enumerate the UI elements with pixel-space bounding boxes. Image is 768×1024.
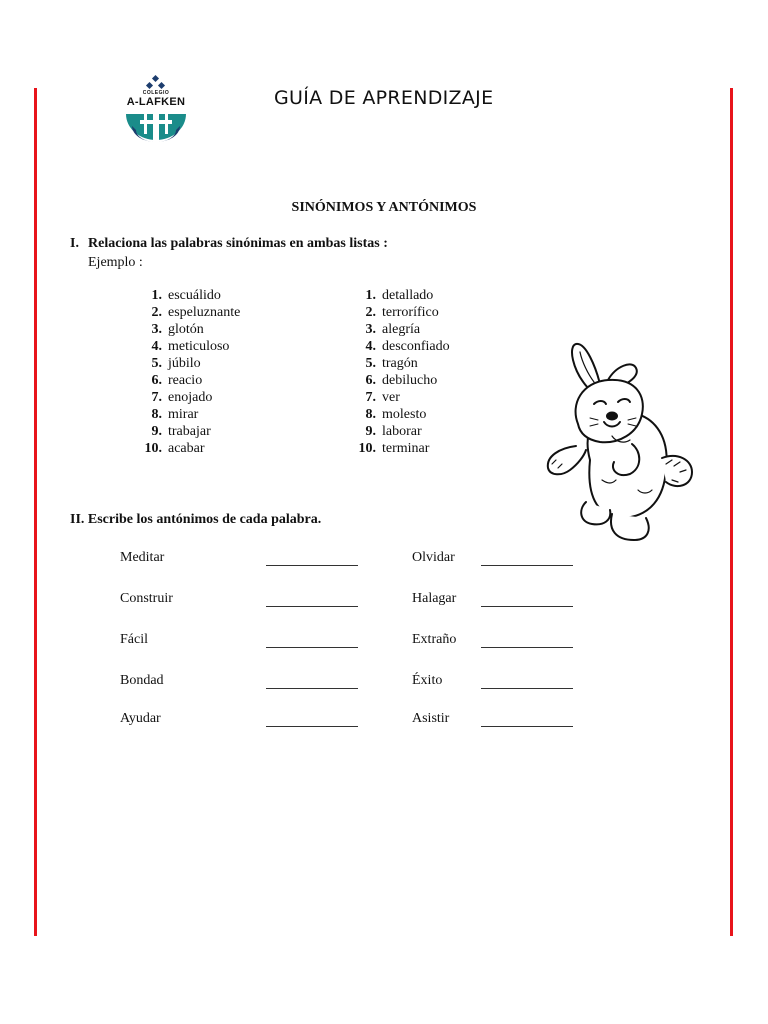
section-2-instruction: II. Escribe los antónimos de cada palabra. <box>70 512 322 527</box>
item-word: júbilo <box>168 356 201 371</box>
list-item <box>138 304 241 321</box>
item-number: 9. <box>151 424 162 439</box>
list-item <box>138 372 203 389</box>
item-number: 4. <box>151 339 162 354</box>
list-item <box>138 338 230 355</box>
item-number: 5. <box>151 356 162 371</box>
item-word: laborar <box>382 424 422 439</box>
item-word: debilucho <box>382 373 438 388</box>
item-word: espeluznante <box>168 305 241 320</box>
list-item <box>352 287 434 304</box>
list-item <box>352 355 418 372</box>
antonym-word-right-1: Olvidar <box>412 550 455 565</box>
answer-blank-left-3[interactable] <box>266 647 358 648</box>
section-1-instruction: Relaciona las palabras sinónimas en ambas listas : <box>88 236 388 251</box>
item-number: 4. <box>365 339 376 354</box>
item-word: mirar <box>168 407 199 422</box>
item-number: 1. <box>151 288 162 303</box>
item-word: molesto <box>382 407 427 422</box>
list-item <box>138 423 211 440</box>
example-label: Ejemplo : <box>88 255 143 270</box>
antonym-word-left-3: Fácil <box>120 632 148 647</box>
list-item <box>352 321 421 338</box>
list-item <box>138 287 221 304</box>
item-word: reacio <box>168 373 203 388</box>
item-word: terrorífico <box>382 305 439 320</box>
item-number: 3. <box>151 322 162 337</box>
item-number: 8. <box>365 407 376 422</box>
list-item <box>138 321 204 338</box>
item-number: 10. <box>358 441 376 456</box>
list-item <box>352 304 439 321</box>
answer-blank-right-4[interactable] <box>481 688 573 689</box>
item-number: 1. <box>365 288 376 303</box>
logo-sub-text: COLEGIO <box>142 90 170 96</box>
antonym-word-left-1: Meditar <box>120 550 165 565</box>
item-word: escuálido <box>168 288 221 303</box>
item-word: desconfiado <box>382 339 450 354</box>
antonym-word-right-5: Asistir <box>412 711 450 726</box>
synonym-list-a <box>138 287 241 457</box>
answer-blank-left-4[interactable] <box>266 688 358 689</box>
antonym-word-left-5: Ayudar <box>120 711 161 726</box>
item-number: 2. <box>151 305 162 320</box>
antonym-word-left-4: Bondad <box>120 673 164 688</box>
list-item <box>352 423 422 440</box>
item-word: detallado <box>382 288 434 303</box>
list-item <box>352 372 438 389</box>
item-word: tragón <box>382 356 418 371</box>
item-number: 7. <box>365 390 376 405</box>
antonym-word-left-2: Construir <box>120 591 173 606</box>
list-item <box>352 338 450 355</box>
answer-blank-left-5[interactable] <box>266 726 358 727</box>
item-word: acabar <box>168 441 205 456</box>
list-item <box>352 406 427 423</box>
item-number: 8. <box>151 407 162 422</box>
item-number: 10. <box>144 441 162 456</box>
item-number: 6. <box>151 373 162 388</box>
item-word: terminar <box>382 441 430 456</box>
school-logo <box>118 74 194 146</box>
antonym-word-right-3: Extraño <box>412 632 457 647</box>
item-number: 6. <box>365 373 376 388</box>
list-item <box>352 389 400 406</box>
list-item <box>138 389 213 406</box>
item-word: ver <box>382 390 400 405</box>
item-word: trabajar <box>168 424 211 439</box>
synonym-list-b <box>352 287 450 457</box>
item-word: alegría <box>382 322 421 337</box>
antonym-word-right-2: Halagar <box>412 591 457 606</box>
item-number: 2. <box>365 305 376 320</box>
item-word: enojado <box>168 390 213 405</box>
answer-blank-right-1[interactable] <box>481 565 573 566</box>
item-number: 7. <box>151 390 162 405</box>
answer-blank-left-1[interactable] <box>266 565 358 566</box>
list-item <box>352 440 430 457</box>
section-1-number: I. <box>70 236 79 251</box>
answer-blank-right-2[interactable] <box>481 606 573 607</box>
antonym-word-right-4: Éxito <box>412 673 443 688</box>
list-item <box>138 355 201 372</box>
answer-blank-right-3[interactable] <box>481 647 573 648</box>
item-word: glotón <box>168 322 204 337</box>
item-number: 9. <box>365 424 376 439</box>
bunny-icon <box>542 340 704 546</box>
list-item <box>138 406 199 423</box>
answer-blank-right-5[interactable] <box>481 726 573 727</box>
logo-name-text: A-LAFKEN <box>126 96 186 108</box>
item-number: 5. <box>365 356 376 371</box>
list-item <box>138 440 205 457</box>
item-word: meticuloso <box>168 339 230 354</box>
answer-blank-left-2[interactable] <box>266 606 358 607</box>
document-title: GUÍA DE APRENDIZAJE <box>274 87 494 109</box>
document-subtitle: SINÓNIMOS Y ANTÓNIMOS <box>291 200 477 215</box>
item-number: 3. <box>365 322 376 337</box>
